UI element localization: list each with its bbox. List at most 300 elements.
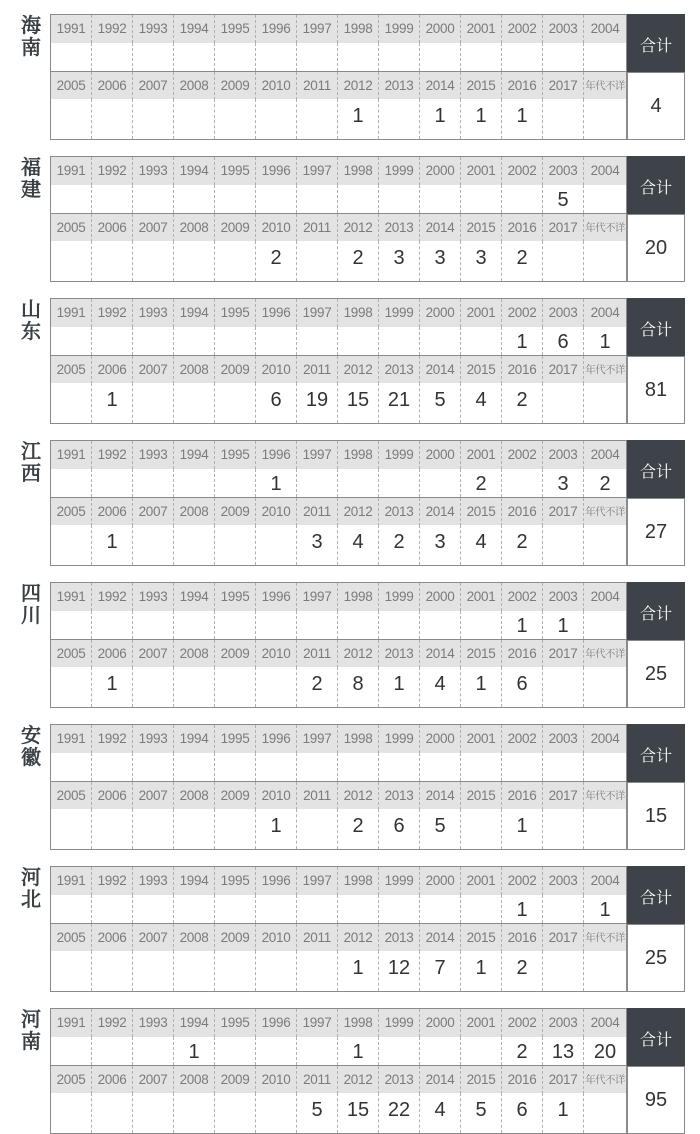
count-row	[51, 895, 626, 923]
year-cell: 1996	[256, 157, 297, 185]
year-cell: 1996	[256, 867, 297, 895]
year-cell: 1992	[92, 725, 133, 753]
count-cell	[461, 327, 502, 355]
year-cell: 1993	[133, 441, 174, 469]
year-cell: 2007	[133, 924, 174, 952]
count-row	[51, 667, 626, 707]
year-cell: 2002	[502, 867, 543, 895]
count-cell: 4	[338, 525, 379, 565]
year-cell: 2017	[543, 72, 584, 100]
count-cell: 1	[502, 809, 543, 849]
count-cell: 6	[543, 327, 584, 355]
count-cell	[215, 667, 256, 707]
count-cell: 6	[256, 383, 297, 423]
year-cell: 2010	[256, 640, 297, 668]
count-cell	[133, 951, 174, 991]
count-cell	[174, 1093, 215, 1133]
year-cell: 1992	[92, 15, 133, 43]
count-cell	[51, 951, 92, 991]
year-cell: 2012	[338, 782, 379, 810]
total-value: 4	[627, 72, 685, 140]
count-cell	[256, 951, 297, 991]
count-cell	[92, 1037, 133, 1065]
year-cell: 2013	[379, 214, 420, 242]
count-cell: 1	[379, 667, 420, 707]
year-grid	[50, 866, 627, 992]
count-cell	[461, 809, 502, 849]
count-cell: 1	[502, 895, 543, 923]
count-cell	[584, 809, 626, 849]
count-cell	[297, 1037, 338, 1065]
year-cell: 2006	[92, 924, 133, 952]
year-cell: 2004	[590, 447, 620, 462]
year-cell: 2011	[297, 782, 338, 810]
count-cell: 3	[379, 241, 420, 281]
count-cell	[174, 667, 215, 707]
year-cell: 2001	[461, 583, 502, 611]
count-cell	[584, 1093, 626, 1133]
year-cell: 2015	[461, 214, 502, 242]
year-cell: 2008	[174, 214, 215, 242]
count-cell	[543, 383, 584, 423]
count-cell: 4	[420, 1093, 461, 1133]
total-header: 合计	[627, 582, 685, 640]
year-cell: 年代不详	[585, 80, 625, 92]
count-cell	[338, 611, 379, 639]
count-cell: 2	[502, 241, 543, 281]
year-cell: 2011	[297, 924, 338, 952]
year-row	[51, 1065, 626, 1095]
year-row	[51, 497, 626, 527]
count-cell	[256, 895, 297, 923]
year-cell: 2017	[543, 924, 584, 952]
year-cell: 2004	[590, 305, 620, 320]
year-cell: 2014	[420, 1066, 461, 1094]
count-cell	[297, 185, 338, 213]
count-cell	[338, 185, 379, 213]
count-cell: 6	[502, 667, 543, 707]
year-row	[51, 213, 626, 243]
count-cell	[338, 43, 379, 71]
year-cell: 2006	[92, 1066, 133, 1094]
count-cell	[92, 895, 133, 923]
year-cell: 2002	[502, 15, 543, 43]
year-cell: 2008	[174, 782, 215, 810]
count-cell	[297, 43, 338, 71]
count-cell	[215, 809, 256, 849]
count-cell	[215, 469, 256, 497]
year-cell: 2015	[461, 356, 502, 384]
count-cell	[256, 99, 297, 139]
year-cell: 2004	[590, 873, 620, 888]
year-row	[51, 639, 626, 669]
year-cell: 2000	[420, 725, 461, 753]
year-row	[51, 583, 626, 612]
count-cell: 3	[543, 469, 584, 497]
year-cell: 1996	[256, 15, 297, 43]
year-cell: 2017	[543, 214, 584, 242]
count-cell	[502, 43, 543, 71]
year-cell: 2000	[420, 299, 461, 327]
count-cell	[215, 611, 256, 639]
count-cell	[133, 327, 174, 355]
year-cell: 2016	[502, 924, 543, 952]
year-cell: 2012	[338, 72, 379, 100]
year-cell: 1991	[51, 725, 92, 753]
year-cell: 2008	[174, 924, 215, 952]
year-cell: 2016	[502, 498, 543, 526]
province-name-char: 福	[21, 155, 41, 179]
count-cell	[256, 1093, 297, 1133]
count-cell	[338, 753, 379, 781]
year-cell: 1999	[379, 1009, 420, 1037]
year-cell: 1993	[133, 157, 174, 185]
year-cell: 2005	[51, 498, 92, 526]
year-grid	[50, 440, 627, 566]
year-cell: 1999	[379, 583, 420, 611]
year-cell: 1997	[297, 157, 338, 185]
count-cell	[92, 809, 133, 849]
year-cell: 2005	[51, 214, 92, 242]
count-cell: 21	[379, 383, 420, 423]
year-cell: 2000	[420, 867, 461, 895]
year-cell: 2005	[51, 72, 92, 100]
count-cell: 1	[461, 951, 502, 991]
count-cell	[297, 895, 338, 923]
count-cell	[133, 809, 174, 849]
count-cell	[338, 327, 379, 355]
count-cell	[92, 43, 133, 71]
count-cell	[502, 185, 543, 213]
year-cell: 1994	[174, 583, 215, 611]
year-cell: 1998	[338, 725, 379, 753]
province-name-char: 山	[21, 297, 41, 321]
year-cell: 2014	[420, 782, 461, 810]
year-cell: 1998	[338, 15, 379, 43]
count-cell	[174, 895, 215, 923]
count-cell	[215, 1093, 256, 1133]
count-cell: 1	[543, 611, 584, 639]
year-cell: 1991	[51, 157, 92, 185]
total-header: 合计	[627, 724, 685, 782]
total-value: 95	[627, 1066, 685, 1134]
year-cell: 1998	[338, 583, 379, 611]
count-cell: 2	[256, 241, 297, 281]
count-cell: 19	[297, 383, 338, 423]
year-cell: 1992	[92, 1009, 133, 1037]
year-cell: 2011	[297, 640, 338, 668]
year-grid	[50, 724, 627, 850]
count-cell	[92, 1093, 133, 1133]
count-cell	[584, 525, 626, 565]
year-cell: 2009	[215, 640, 256, 668]
year-cell: 2017	[543, 356, 584, 384]
province-block	[0, 1008, 700, 1134]
year-cell: 1992	[92, 299, 133, 327]
count-cell	[584, 951, 626, 991]
year-cell: 2001	[461, 725, 502, 753]
province-name-char: 河	[21, 1007, 41, 1031]
count-cell	[92, 951, 133, 991]
count-cell	[256, 327, 297, 355]
count-cell	[133, 753, 174, 781]
count-row	[51, 185, 626, 213]
year-cell: 2016	[502, 640, 543, 668]
province-name	[16, 298, 46, 342]
count-cell: 2	[338, 241, 379, 281]
year-cell: 2013	[379, 782, 420, 810]
year-cell: 1993	[133, 725, 174, 753]
count-cell	[215, 327, 256, 355]
count-cell	[51, 895, 92, 923]
year-cell: 2015	[461, 72, 502, 100]
province-block	[0, 440, 700, 566]
year-cell: 2013	[379, 1066, 420, 1094]
year-cell: 2007	[133, 640, 174, 668]
year-cell: 2012	[338, 640, 379, 668]
year-cell: 1993	[133, 583, 174, 611]
count-cell: 8	[338, 667, 379, 707]
count-cell: 4	[461, 525, 502, 565]
year-cell: 2006	[92, 356, 133, 384]
year-cell: 2009	[215, 1066, 256, 1094]
count-cell	[420, 611, 461, 639]
year-cell: 2009	[215, 214, 256, 242]
province-block	[0, 156, 700, 282]
count-cell	[133, 241, 174, 281]
count-cell	[543, 895, 584, 923]
year-cell: 2013	[379, 498, 420, 526]
year-cell: 2014	[420, 498, 461, 526]
province-name-char: 南	[21, 1029, 41, 1053]
total-header: 合计	[627, 298, 685, 356]
year-cell: 2009	[215, 356, 256, 384]
count-cell: 22	[379, 1093, 420, 1133]
count-cell: 20	[593, 1041, 617, 1063]
total-value: 27	[627, 498, 685, 566]
count-cell: 15	[338, 1093, 379, 1133]
year-cell: 2001	[461, 157, 502, 185]
year-cell: 2016	[502, 356, 543, 384]
year-cell: 2012	[338, 214, 379, 242]
count-cell	[338, 469, 379, 497]
count-cell	[92, 241, 133, 281]
count-cell	[51, 327, 92, 355]
year-cell: 2010	[256, 214, 297, 242]
count-cell: 1	[92, 525, 133, 565]
count-cell	[256, 1037, 297, 1065]
total-header: 合计	[627, 866, 685, 924]
year-cell: 1999	[379, 157, 420, 185]
count-cell	[338, 895, 379, 923]
year-cell: 1997	[297, 867, 338, 895]
count-cell: 2	[502, 525, 543, 565]
count-cell	[51, 241, 92, 281]
year-cell: 2014	[420, 214, 461, 242]
count-cell	[256, 43, 297, 71]
year-cell: 2003	[543, 157, 584, 185]
year-cell: 1996	[256, 1009, 297, 1037]
count-cell	[420, 327, 461, 355]
year-cell: 1991	[51, 15, 92, 43]
year-cell: 2012	[338, 498, 379, 526]
year-cell: 1995	[215, 299, 256, 327]
year-cell: 2007	[133, 782, 174, 810]
year-cell: 年代不详	[585, 222, 625, 234]
year-cell: 2007	[133, 1066, 174, 1094]
year-cell: 2015	[461, 1066, 502, 1094]
count-cell: 2	[297, 667, 338, 707]
count-cell	[174, 43, 215, 71]
count-cell	[133, 383, 174, 423]
count-cell	[420, 1037, 461, 1065]
year-cell: 1991	[51, 867, 92, 895]
year-cell: 2008	[174, 640, 215, 668]
count-cell	[584, 43, 626, 71]
province-name-char: 海	[21, 13, 41, 37]
year-cell: 1995	[215, 583, 256, 611]
year-cell: 1994	[174, 157, 215, 185]
year-cell: 1998	[338, 867, 379, 895]
count-cell: 13	[543, 1037, 584, 1065]
count-cell: 12	[379, 951, 420, 991]
count-cell: 4	[461, 383, 502, 423]
year-cell: 1993	[133, 867, 174, 895]
year-cell: 2004	[590, 1015, 620, 1030]
count-cell	[51, 753, 92, 781]
count-cell	[461, 43, 502, 71]
year-cell: 1996	[256, 725, 297, 753]
count-cell: 2	[338, 809, 379, 849]
year-cell: 1998	[338, 157, 379, 185]
year-cell: 2005	[51, 1066, 92, 1094]
year-cell: 1995	[215, 157, 256, 185]
year-grid	[50, 582, 627, 708]
total-header: 合计	[627, 440, 685, 498]
count-cell: 1	[338, 951, 379, 991]
year-cell: 2015	[461, 924, 502, 952]
year-row	[51, 299, 626, 328]
count-cell: 2	[502, 951, 543, 991]
count-cell: 1	[338, 99, 379, 139]
count-cell: 1	[256, 469, 297, 497]
count-cell	[543, 951, 584, 991]
year-cell: 年代不详	[585, 932, 625, 944]
year-cell: 2005	[51, 924, 92, 952]
count-cell	[92, 185, 133, 213]
year-cell: 2011	[297, 498, 338, 526]
total-value: 81	[627, 356, 685, 424]
count-cell	[420, 43, 461, 71]
count-cell	[215, 951, 256, 991]
count-row	[51, 809, 626, 849]
province-name	[16, 1008, 46, 1052]
count-cell: 7	[420, 951, 461, 991]
count-cell	[543, 43, 584, 71]
year-cell: 2006	[92, 72, 133, 100]
count-cell: 5	[420, 383, 461, 423]
count-cell	[543, 753, 584, 781]
count-cell	[379, 327, 420, 355]
count-cell: 1	[338, 1037, 379, 1065]
count-cell	[174, 383, 215, 423]
count-cell	[215, 241, 256, 281]
count-cell	[461, 185, 502, 213]
count-cell	[461, 611, 502, 639]
count-row	[51, 611, 626, 639]
province-block	[0, 866, 700, 992]
count-cell	[174, 469, 215, 497]
count-cell	[584, 667, 626, 707]
count-cell	[51, 43, 92, 71]
province-block	[0, 298, 700, 424]
year-cell: 2004	[590, 21, 620, 36]
count-cell	[174, 99, 215, 139]
count-cell	[543, 525, 584, 565]
year-cell: 1991	[51, 1009, 92, 1037]
count-cell	[256, 611, 297, 639]
count-cell: 5	[297, 1093, 338, 1133]
count-cell	[584, 99, 626, 139]
count-cell	[51, 667, 92, 707]
count-cell: 5	[543, 185, 584, 213]
count-cell	[133, 611, 174, 639]
year-cell: 1995	[215, 867, 256, 895]
year-cell: 2011	[297, 1066, 338, 1094]
year-cell: 1995	[215, 441, 256, 469]
year-cell: 2016	[502, 1066, 543, 1094]
year-row	[51, 923, 626, 953]
year-cell: 1992	[92, 441, 133, 469]
count-cell	[297, 241, 338, 281]
count-cell: 1	[461, 99, 502, 139]
count-cell	[256, 753, 297, 781]
year-cell: 2003	[543, 441, 584, 469]
count-cell: 1	[502, 611, 543, 639]
count-cell	[297, 951, 338, 991]
count-cell: 1	[502, 327, 543, 355]
count-cell	[543, 99, 584, 139]
year-cell: 2010	[256, 72, 297, 100]
year-cell: 2001	[461, 15, 502, 43]
year-cell: 2010	[256, 498, 297, 526]
count-cell	[584, 611, 626, 639]
total-header: 合计	[627, 156, 685, 214]
year-cell: 1991	[51, 583, 92, 611]
count-cell: 1	[256, 809, 297, 849]
year-cell: 2002	[502, 583, 543, 611]
year-cell: 1992	[92, 583, 133, 611]
year-row	[51, 867, 626, 896]
year-cell: 2006	[92, 498, 133, 526]
count-row	[51, 327, 626, 355]
count-cell: 1	[92, 383, 133, 423]
count-cell	[51, 525, 92, 565]
count-cell	[297, 469, 338, 497]
count-cell: 1	[420, 99, 461, 139]
year-row	[51, 781, 626, 811]
year-cell: 1994	[174, 725, 215, 753]
year-cell: 2017	[543, 640, 584, 668]
count-cell	[174, 951, 215, 991]
year-cell: 2002	[502, 157, 543, 185]
count-cell: 2	[502, 1037, 543, 1065]
count-cell	[502, 753, 543, 781]
year-cell: 2010	[256, 924, 297, 952]
count-cell	[51, 383, 92, 423]
year-cell: 2009	[215, 498, 256, 526]
province-name	[16, 582, 46, 626]
